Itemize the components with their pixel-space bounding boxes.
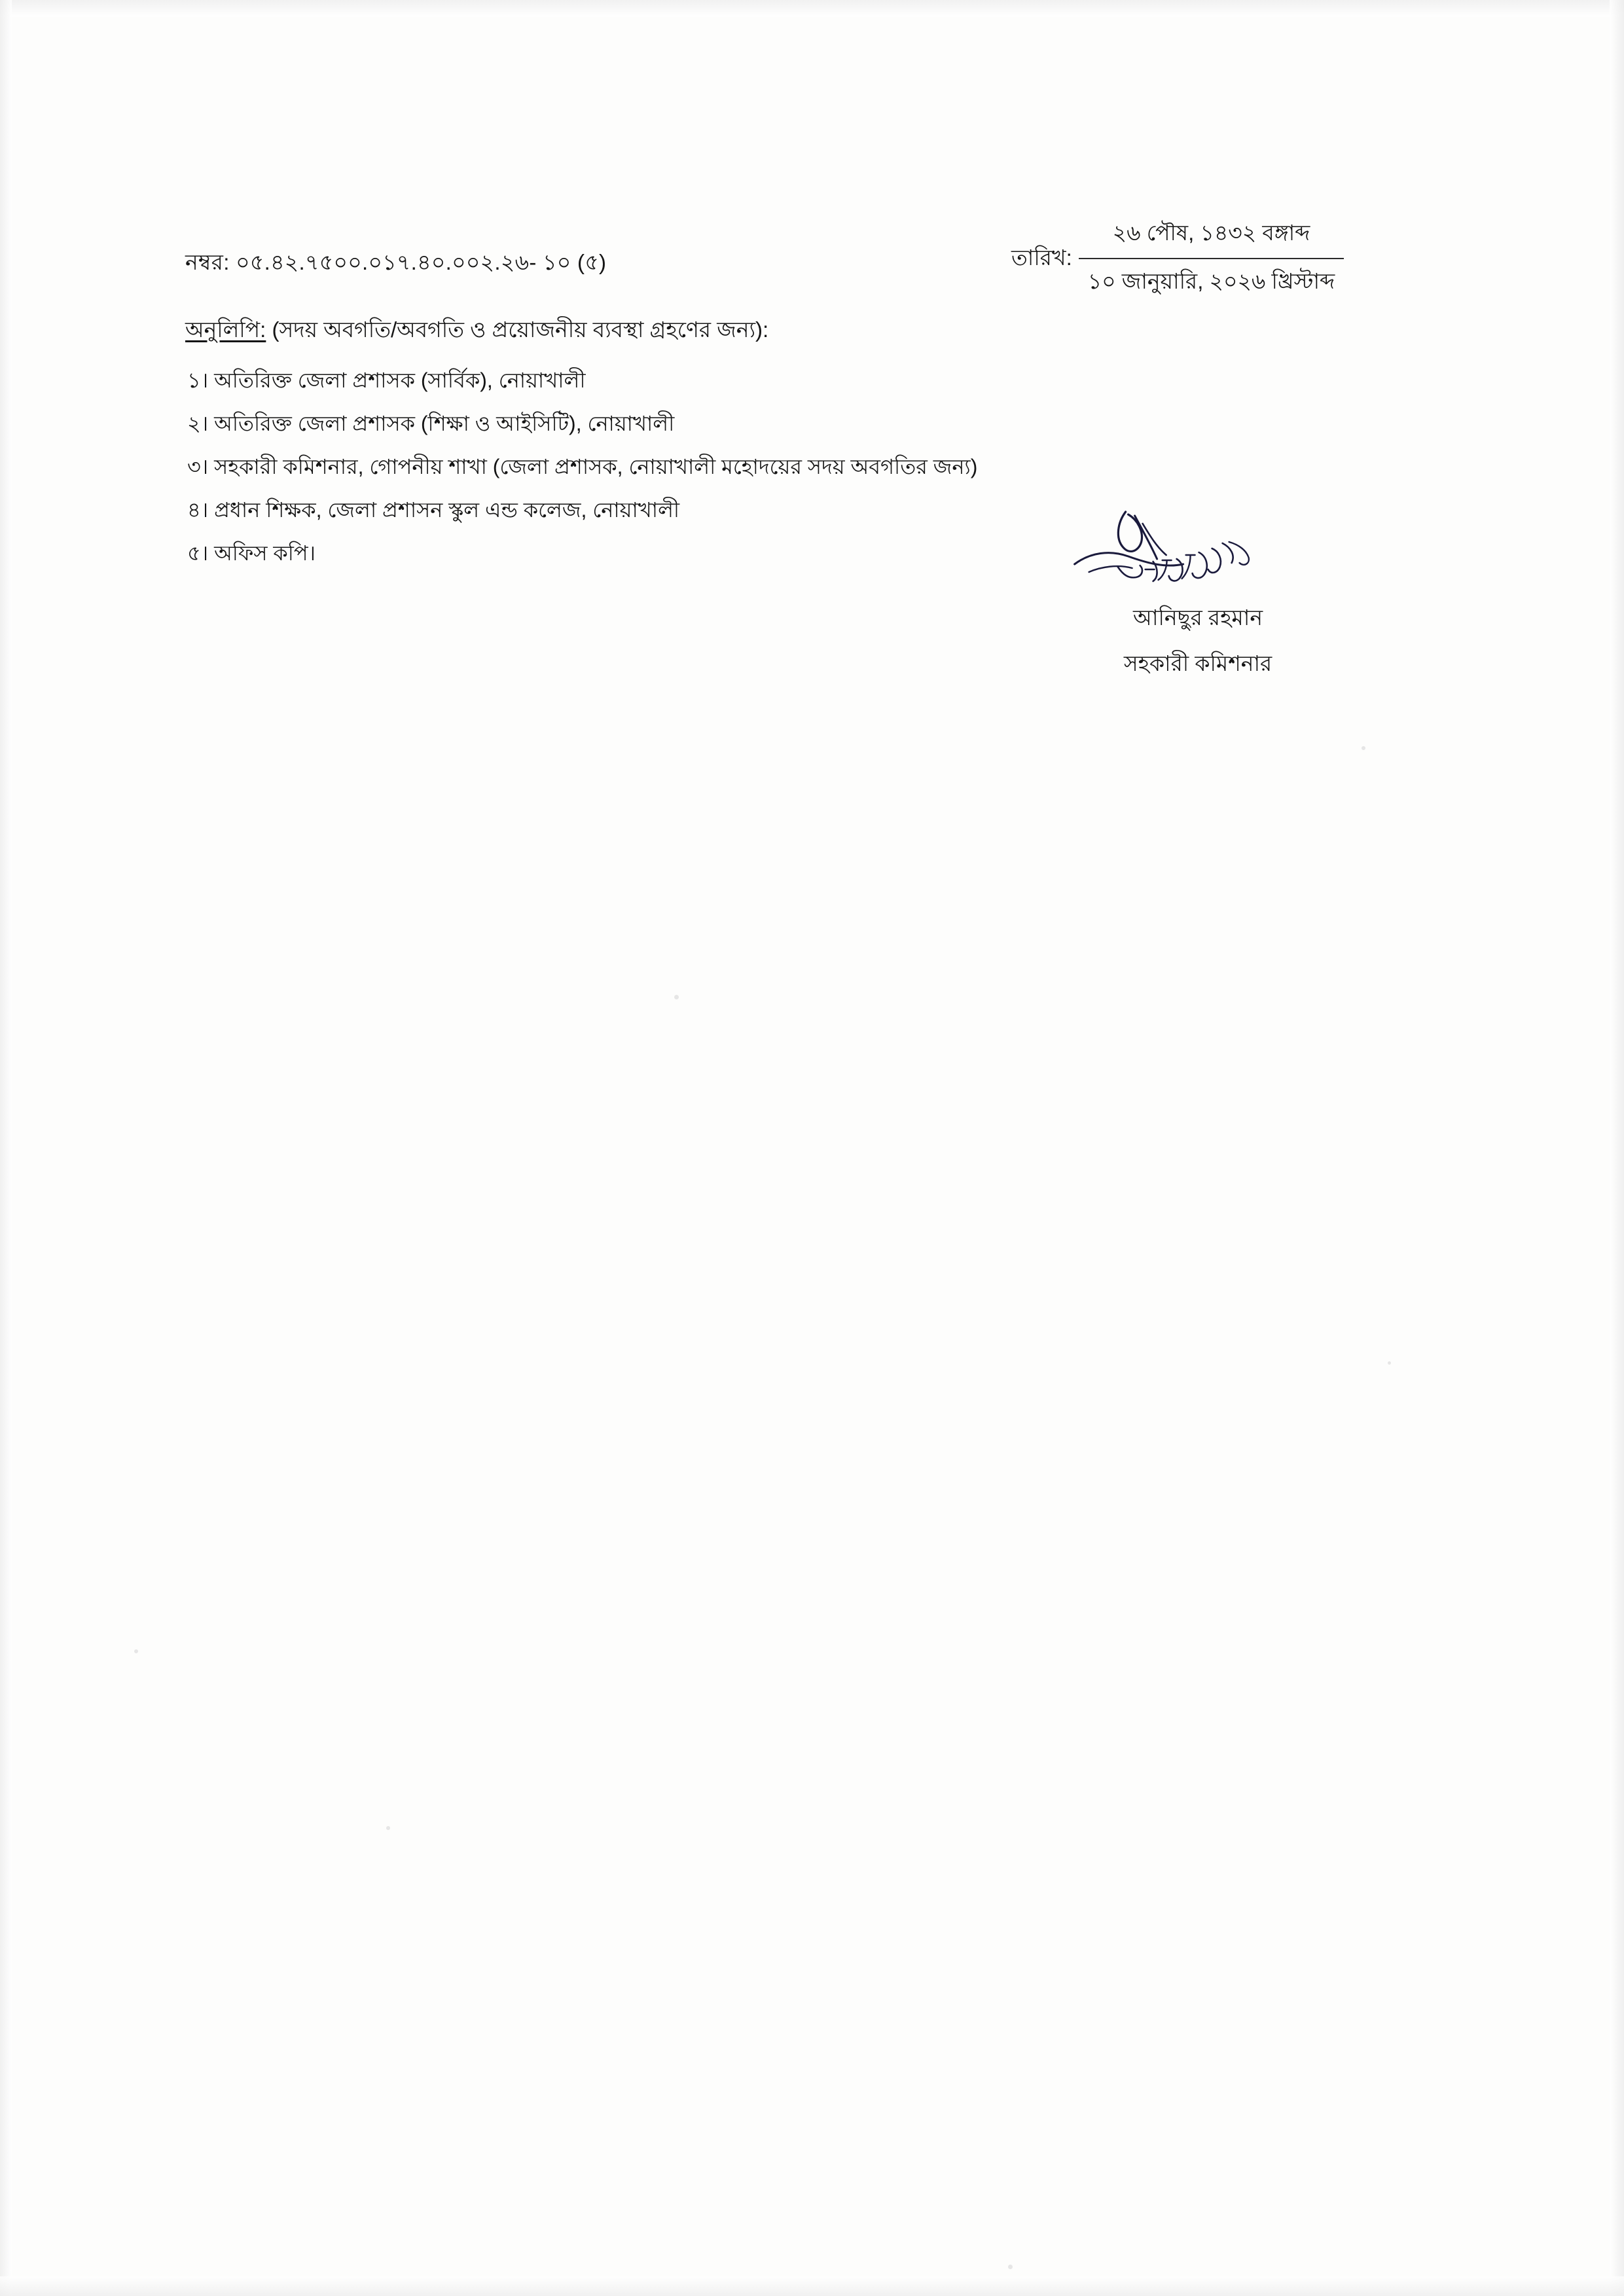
signer-title: সহকারী কমিশনার	[1123, 651, 1272, 675]
date-block	[1011, 216, 1344, 301]
handwritten-signature-icon	[995, 504, 1401, 596]
date-bangla: ২৬ পৌষ, ১৪৩২ বঙ্গাব্দ	[1112, 221, 1310, 245]
copy-heading-keyword: অনুলিপি:	[185, 317, 266, 342]
memo-number: নম্বর: ০৫.৪২.৭৫০০.০১৭.৪০.০০২.২৬- ১০ (৫)	[185, 250, 607, 274]
list-item: ২। অতিরিক্ত জেলা প্রশাসক (শিক্ষা ও আইসিটি), নোয়াখালী	[187, 412, 675, 435]
copy-heading-rest: (সদয় অবগতি/অবগতি ও প্রয়োজনীয় ব্যবস্থা গ্রহণের জন্য):	[266, 317, 769, 342]
list-item: ১। অতিরিক্ত জেলা প্রশাসক (সার্বিক), নোয়াখালী	[187, 368, 586, 392]
date-label: তারিখ:	[1011, 245, 1072, 270]
signer-name: আনিছুর রহমান	[1132, 605, 1263, 630]
list-item: ৩। সহকারী কমিশনার, গোপনীয় শাখা (জেলা প্রশাসক, নোয়াখালী মহোদয়ের সদয় অবগতির জন্য)	[187, 455, 978, 478]
list-item: ৪। প্রধান শিক্ষক, জেলা প্রশাসন স্কুল এন্ড কলেজ, নোয়াখালী	[187, 498, 680, 522]
signature-block	[995, 504, 1401, 683]
list-item: ৫। অফিস কপি।	[187, 541, 316, 565]
date-gregorian: ১০ জানুয়ারি, ২০২৬ খ্রিস্টাব্দ	[1087, 269, 1335, 293]
copy-distribution-heading	[185, 313, 768, 350]
date-values	[1079, 216, 1344, 301]
